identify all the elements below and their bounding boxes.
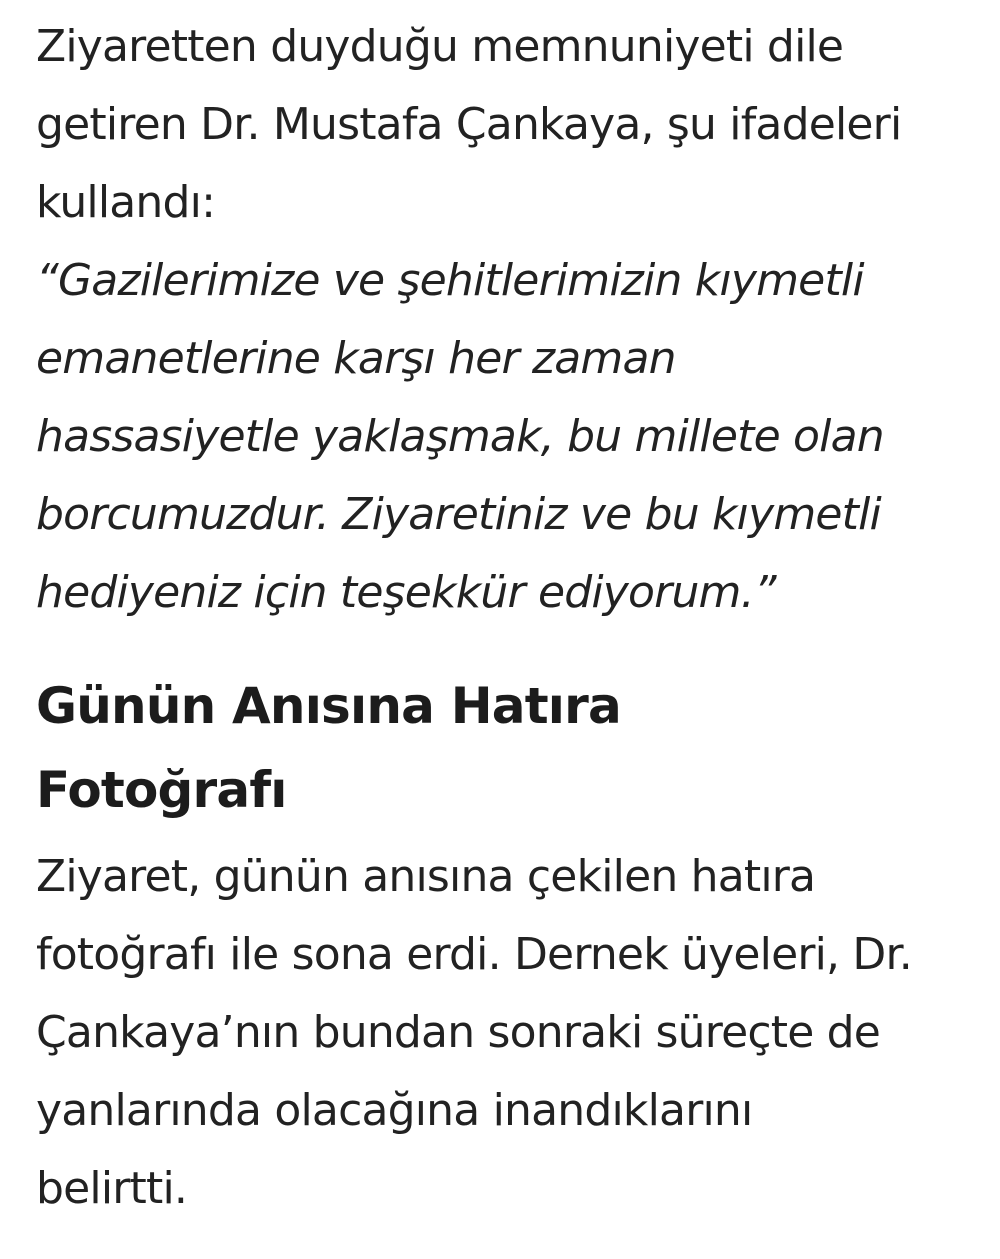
heading-line: Günün Anısına Hatıra (36, 677, 621, 735)
intro-paragraph (36, 8, 976, 242)
intro-line: Ziyaretten duyduğu memnuniyeti dile (36, 21, 844, 72)
closing-line: fotoğrafı ile sona erdi. Dernek üyeleri, Dr. (36, 929, 912, 980)
closing-line: Ziyaret, günün anısına çekilen hatıra (36, 851, 816, 902)
quote-line: hassasiyetle yaklaşmak, bu millete olan (36, 411, 884, 462)
intro-line: kullandı: (36, 177, 216, 228)
section-heading (36, 664, 976, 832)
closing-line: yanlarında olacağına inandıklarını (36, 1085, 753, 1136)
closing-line: Çankaya’nın bundan sonraki süreçte de (36, 1007, 881, 1058)
heading-line: Fotoğrafı (36, 761, 287, 819)
quote-line: hediyeniz için teşekkür ediyorum.” (36, 567, 776, 618)
closing-paragraph (36, 838, 976, 1228)
quote-line: emanetlerine karşı her zaman (36, 333, 676, 384)
quote-block (36, 242, 976, 632)
quote-line: “Gazilerimize ve şehitlerimizin kıymetli (36, 255, 864, 306)
article-body (36, 8, 976, 1228)
closing-line: belirtti. (36, 1163, 188, 1214)
quote-line: borcumuzdur. Ziyaretiniz ve bu kıymetli (36, 489, 881, 540)
intro-line: getiren Dr. Mustafa Çankaya, şu ifadeleri (36, 99, 902, 150)
